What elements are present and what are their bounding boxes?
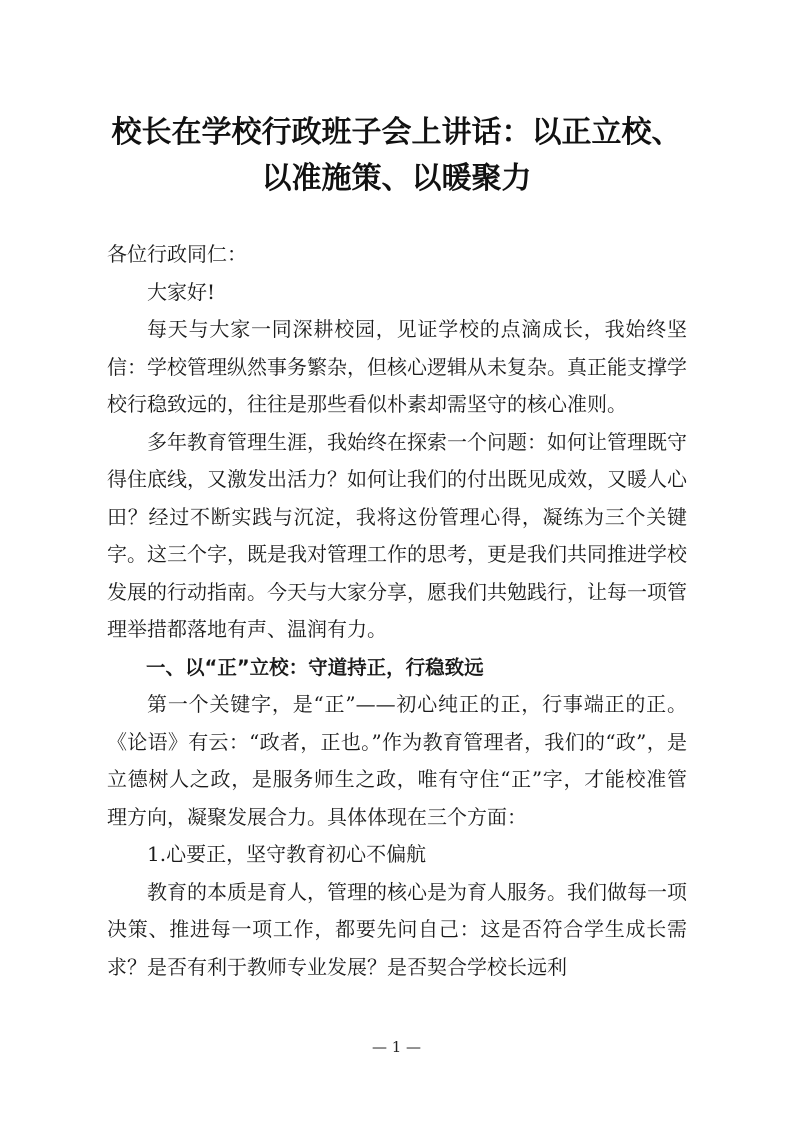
salutation: 各位行政同仁： — [107, 242, 247, 266]
page-number: — 1 — — [371, 1038, 422, 1056]
subsection-heading-1-1: 1.心要正，坚守教育初心不偏航 — [147, 842, 427, 866]
document-title — [90, 110, 703, 202]
section-heading-1: 一、以“正”立校：守道持正，行稳致远 — [146, 655, 484, 679]
intro-paragraph-2: 多年教育管理生涯，我始终在探索一个问题：如何让管理既守得住底线，又激发出活力？如何让我们的付出既见成效，又暖人心田？经过不断实践与沉淀，我将这份管理心得，凝练为三个关键字。这三个字，既是我对管理工作的思考，更是我们共同推进学校发展的行动指南。今天与大家分享，愿我们共勉践行，让每一项管理举措都落地有声、温润有力。 — [107, 429, 687, 641]
subsection-1-1-paragraph: 教育的本质是育人，管理的核心是为育人服务。我们做每一项决策、推进每一项工作，都要先问自己：这是否符合学生成长需求？是否有利于教师专业发展？是否契合学校长远利 — [107, 879, 687, 979]
section-1-paragraph-1: 第一个关键字，是“正”——初心纯正的正，行事端正的正。《论语》有云：“政者，正也。”作为教育管理者，我们的“政”，是立德树人之政，是服务师生之政，唯有守住“正”字，才能校准管理方向，凝聚发展合力。具体体现在三个方面： — [107, 692, 687, 829]
greeting: 大家好! — [147, 279, 216, 304]
title-line-2: 以准施策、以暖聚力 — [261, 161, 532, 196]
title-line-1: 校长在学校行政班子会上讲话：以正立校、 — [111, 115, 682, 150]
document-body — [107, 236, 687, 986]
intro-paragraph-1: 每天与大家一同深耕校园，见证学校的点滴成长，我始终坚信：学校管理纵然事务繁杂，但核心逻辑从未复杂。真正能支撑学校行稳致远的，往往是那些看似朴素却需坚守的核心准则。 — [107, 317, 687, 416]
